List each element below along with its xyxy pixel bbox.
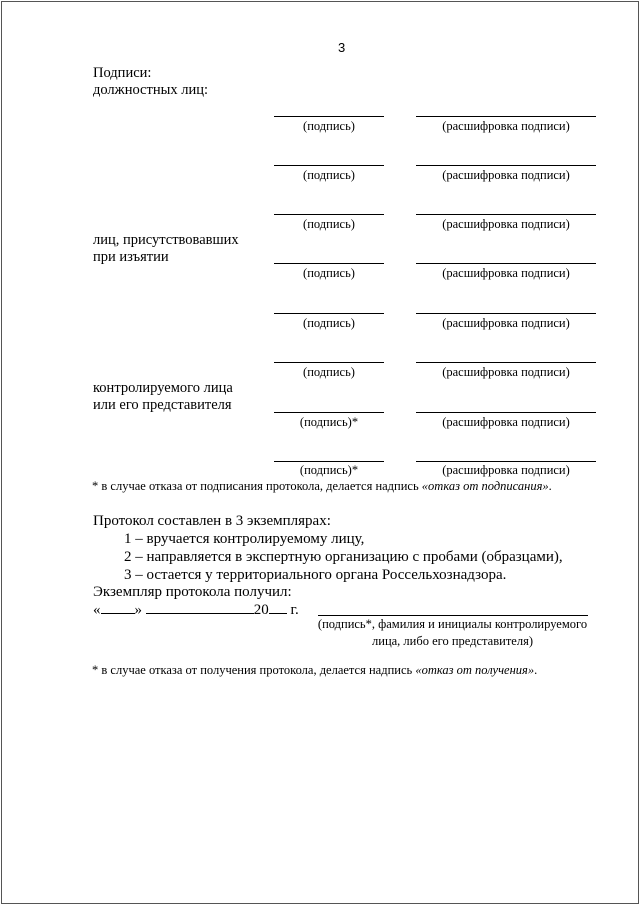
signature-caption: (подпись)	[303, 119, 355, 133]
decoding-line	[416, 116, 596, 117]
note-text: * в случае отказа от подписания протокола, делается надпись	[92, 479, 422, 493]
receipt-caption-line2: лица, либо его представителя)	[372, 634, 533, 648]
signatures-heading	[93, 65, 208, 99]
protocol-item-3: 3 – остается у территориального органа Россельхознадзора.	[124, 567, 507, 583]
decoding-line	[416, 165, 596, 166]
decoding-caption: (расшифровка подписи)	[442, 266, 570, 280]
signatures-heading-line1: Подписи:	[93, 65, 152, 81]
group-controlled-line2: или его представителя	[93, 397, 232, 413]
signature-line	[274, 165, 384, 166]
note-suffix: .	[534, 663, 538, 677]
group-present-line2: при изъятии	[93, 249, 169, 265]
decoding-caption: (расшифровка подписи)	[442, 316, 570, 330]
decoding-caption: (расшифровка подписи)	[442, 217, 570, 231]
group-controlled-label	[93, 380, 233, 414]
signature-caption: (подпись)	[303, 316, 355, 330]
protocol-item-2: 2 – направляется в экспертную организацию с пробами (образцами),	[124, 549, 563, 565]
signature-caption: (подпись)*	[299, 463, 359, 477]
receipt-caption-line1: (подпись*, фамилия и инициалы контролируемого	[317, 617, 588, 631]
signature-caption: (подпись)	[303, 266, 355, 280]
decoding-line	[416, 412, 596, 413]
note-refusal-receipt	[92, 663, 537, 678]
decoding-caption: (расшифровка подписи)	[442, 168, 570, 182]
decoding-caption: (расшифровка подписи)	[442, 415, 570, 429]
decoding-line	[416, 362, 596, 363]
date-close-quote: »	[134, 602, 142, 618]
signature-line	[274, 313, 384, 314]
month-blank	[146, 601, 254, 614]
signature-line	[274, 116, 384, 117]
decoding-line	[416, 461, 596, 462]
signature-caption: (подпись)	[303, 217, 355, 231]
year-suffix: г.	[290, 602, 299, 618]
year-prefix: 20	[253, 602, 269, 618]
decoding-line	[416, 214, 596, 215]
signature-line	[274, 263, 384, 264]
decoding-line	[416, 263, 596, 264]
signature-line	[274, 214, 384, 215]
signature-caption: (подпись)	[303, 365, 355, 379]
date-open-quote: «	[93, 602, 101, 618]
group-controlled-line1: контролируемого лица	[93, 380, 233, 396]
receipt-date-line	[93, 601, 299, 619]
note-text: * в случае отказа от получения протокола, делается надпись	[92, 663, 416, 677]
signature-caption: (подпись)	[303, 168, 355, 182]
page-number: 3	[338, 40, 346, 55]
signature-line	[274, 412, 384, 413]
year-blank	[269, 601, 287, 614]
decoding-caption: (расшифровка подписи)	[442, 365, 570, 379]
note-emphasis: «отказ от получения»	[415, 663, 535, 677]
group-present-line1: лиц, присутствовавших	[93, 232, 239, 248]
page-border	[1, 1, 639, 904]
decoding-caption: (расшифровка подписи)	[442, 119, 570, 133]
day-blank	[101, 601, 135, 614]
signatures-heading-line2: должностных лиц:	[93, 82, 208, 98]
signature-line	[274, 461, 384, 462]
note-emphasis: «отказ от подписания»	[421, 479, 549, 493]
note-refusal-signing	[92, 479, 552, 494]
group-present-label	[93, 232, 239, 266]
protocol-title: Протокол составлен в 3 экземплярах:	[93, 513, 331, 529]
decoding-line	[416, 313, 596, 314]
receipt-signature-line	[318, 615, 588, 616]
signature-line	[274, 362, 384, 363]
protocol-item-1: 1 – вручается контролируемому лицу,	[124, 531, 365, 547]
protocol-received-label: Экземпляр протокола получил:	[93, 584, 292, 600]
note-suffix: .	[548, 479, 552, 493]
decoding-caption: (расшифровка подписи)	[442, 463, 570, 477]
signature-caption: (подпись)*	[299, 415, 359, 429]
